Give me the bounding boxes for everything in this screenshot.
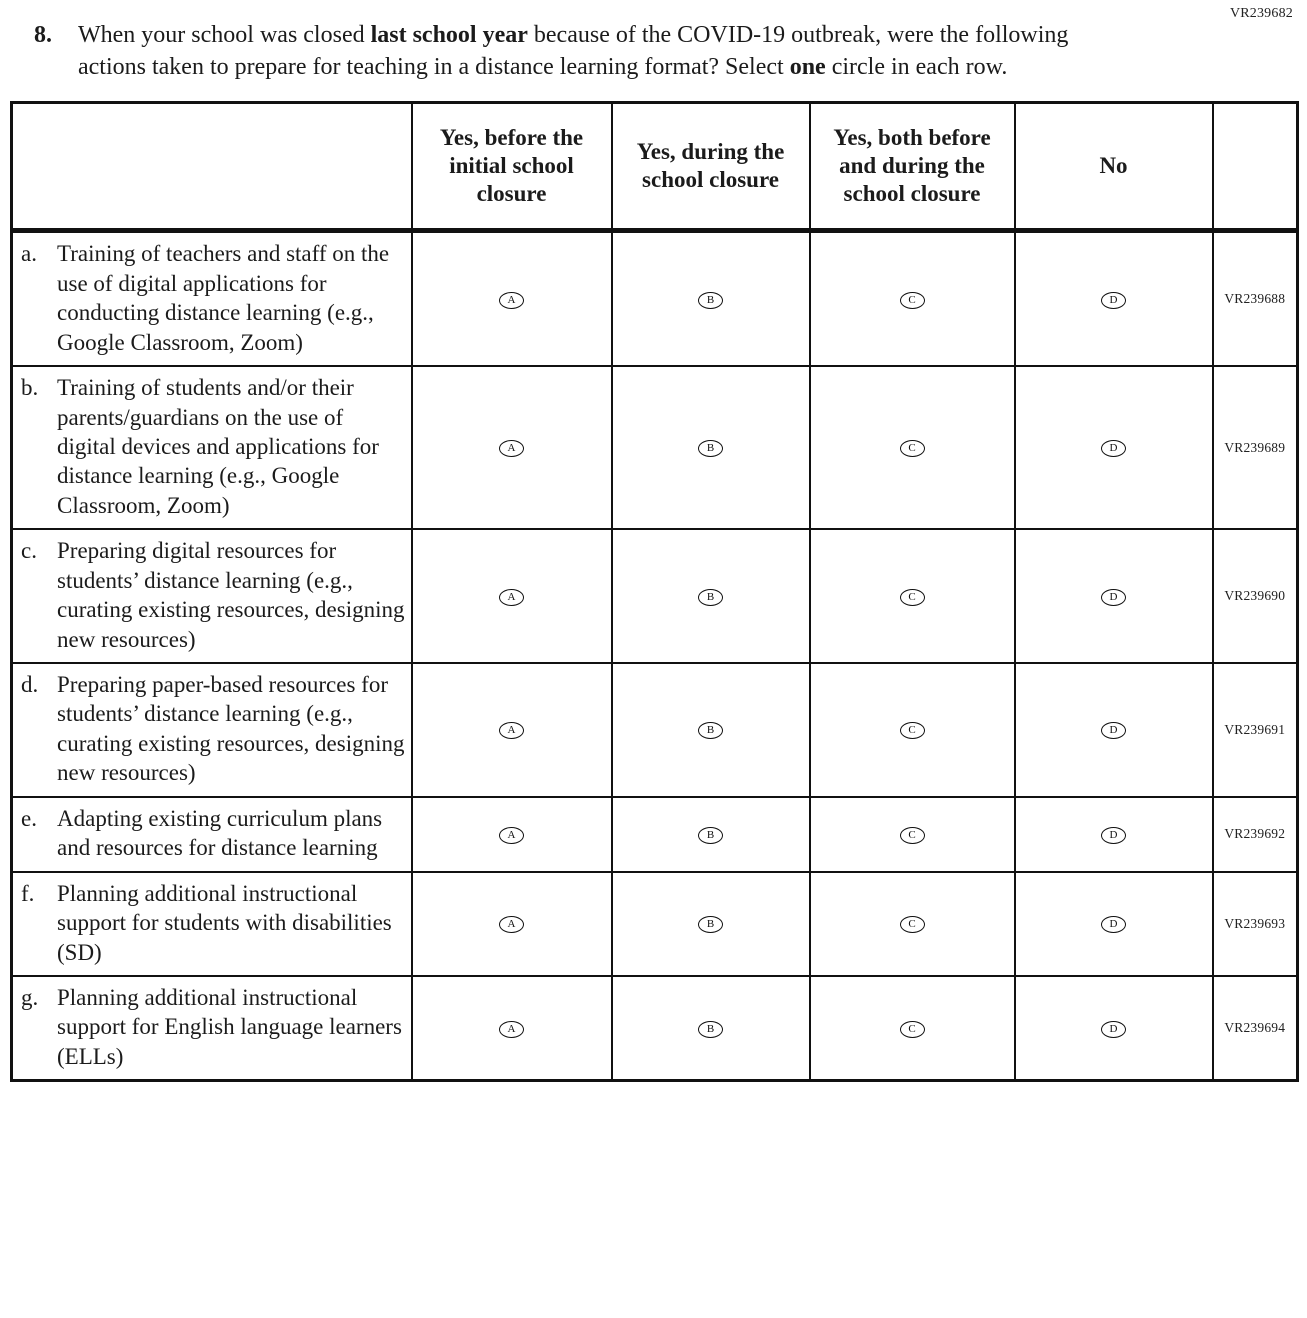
column-header-during-closure: Yes, during the school closure [612,103,810,231]
row-e-option-d[interactable]: D [1101,827,1126,844]
row-a-option-cell-d [1015,231,1213,366]
row-c-option-cell-a [412,529,612,663]
question-text-bold1: last school year [370,22,528,48]
row-e-option-c[interactable]: C [900,827,925,844]
row-d-option-a[interactable]: A [499,722,524,739]
row-f-option-cell-c [810,872,1015,976]
row-e-option-cell-a [412,797,612,872]
row-f-option-b[interactable]: B [698,916,723,933]
header-row [12,103,1298,231]
row-d-option-cell-d [1015,663,1213,797]
row-e-text: Adapting existing curriculum plans and resources for distance learning [57,805,383,861]
row-d-letter: d. [21,672,39,698]
row-e-option-cell-b [612,797,810,872]
row-b-option-cell-b [612,366,810,529]
row-g-option-c[interactable]: C [900,1021,925,1038]
row-d-option-c[interactable]: C [900,722,925,739]
column-header-no: No [1015,103,1213,231]
row-g-code: VR239694 [1213,976,1298,1081]
row-a-letter: a. [21,241,37,267]
row-b-option-a[interactable]: A [499,440,524,457]
row-d-label-cell [12,663,412,797]
row-c-code: VR239690 [1213,529,1298,663]
question-block [0,0,1307,83]
row-a-option-cell-a [412,231,612,366]
row-g-option-cell-c [810,976,1015,1081]
row-d-option-b[interactable]: B [698,722,723,739]
row-e-label-cell [12,797,412,872]
row-f-option-cell-d [1015,872,1213,976]
row-f-code: VR239693 [1213,872,1298,976]
row-c-letter: c. [21,538,37,564]
header-empty-left [12,103,412,231]
row-g-option-d[interactable]: D [1101,1021,1126,1038]
row-b-label-cell [12,366,412,529]
row-c-option-c[interactable]: C [900,589,925,606]
row-g-text: Planning additional instructional support for English language learners (ELLs) [57,984,402,1069]
row-f-text: Planning additional instructional support for students with disabilities (SD) [57,880,392,965]
row-a-option-cell-b [612,231,810,366]
row-g-letter: g. [21,984,39,1010]
row-f-label-cell [12,872,412,976]
row-a-option-c[interactable]: C [900,292,925,309]
row-b-code: VR239689 [1213,366,1298,529]
row-b-option-c[interactable]: C [900,440,925,457]
row-c-text: Preparing digital resources for students’ distance learning (e.g., curating existing resources, designing new resources) [57,538,405,652]
row-b-option-b[interactable]: B [698,440,723,457]
question-text [78,20,1093,83]
row-g-option-cell-d [1015,976,1213,1081]
row-b-text: Training of students and/or their parents/guardians on the use of digital devices and applications for distance learning (e.g., Google Classroom, Zoom) [57,375,379,518]
row-e-option-b[interactable]: B [698,827,723,844]
row-d-option-cell-a [412,663,612,797]
row-b-option-cell-d [1015,366,1213,529]
row-e-letter: e. [21,805,37,831]
row-c-option-b[interactable]: B [698,589,723,606]
row-a-option-a[interactable]: A [499,292,524,309]
row-f-option-cell-b [612,872,810,976]
row-a-option-d[interactable]: D [1101,292,1126,309]
table-row-e [12,797,1298,872]
row-e-option-cell-d [1015,797,1213,872]
row-a-code: VR239688 [1213,231,1298,366]
table-row-g [12,976,1298,1081]
row-c-label-cell [12,529,412,663]
row-d-option-cell-c [810,663,1015,797]
row-f-option-a[interactable]: A [499,916,524,933]
row-a-option-cell-c [810,231,1015,366]
row-g-label-cell [12,976,412,1081]
row-d-text: Preparing paper-based resources for students’ distance learning (e.g., curating existing resources, designing new resources) [57,672,405,786]
row-f-option-d[interactable]: D [1101,916,1126,933]
question-text-part2: because of the COVID-19 outbreak, were the following actions taken to prepare for teaching in a distance learning format? Select [78,22,1069,80]
row-g-option-cell-b [612,976,810,1081]
row-b-letter: b. [21,375,39,401]
question-text-bold2: one [789,53,826,80]
row-c-option-d[interactable]: D [1101,589,1126,606]
row-a-text: Training of teachers and staff on the use of digital applications for conducting distance learning (e.g., Google Classroom, Zoom) [57,241,390,355]
row-f-option-c[interactable]: C [900,916,925,933]
table-row-f [12,872,1298,976]
header-empty-right [1213,103,1298,231]
row-g-option-cell-a [412,976,612,1081]
table-row-a [12,231,1298,366]
table-row-d [12,663,1298,797]
row-b-option-cell-a [412,366,612,529]
question-number: 8. [34,22,52,48]
row-e-code: VR239692 [1213,797,1298,872]
question-text-part1: When your school was closed [78,22,371,48]
row-b-option-cell-c [810,366,1015,529]
row-e-option-cell-c [810,797,1015,872]
row-a-label-cell [12,231,412,366]
page-code: VR239682 [1229,6,1293,21]
row-c-option-cell-c [810,529,1015,663]
row-a-option-b[interactable]: B [698,292,723,309]
response-matrix-table [10,101,1299,1082]
question-text-part3: circle in each row. [825,53,1008,80]
row-d-option-d[interactable]: D [1101,722,1126,739]
row-g-option-a[interactable]: A [499,1021,524,1038]
row-f-option-cell-a [412,872,612,976]
row-e-option-a[interactable]: A [499,827,524,844]
row-f-letter: f. [21,880,35,906]
row-d-code: VR239691 [1213,663,1298,797]
row-c-option-cell-d [1015,529,1213,663]
row-b-option-d[interactable]: D [1101,440,1126,457]
row-d-option-cell-b [612,663,810,797]
table-row-c [12,529,1298,663]
row-c-option-cell-b [612,529,810,663]
table-row-b [12,366,1298,529]
column-header-both: Yes, both before and during the school closure [810,103,1015,231]
row-g-option-b[interactable]: B [698,1021,723,1038]
column-header-before-closure: Yes, before the initial school closure [412,103,612,231]
row-c-option-a[interactable]: A [499,589,524,606]
